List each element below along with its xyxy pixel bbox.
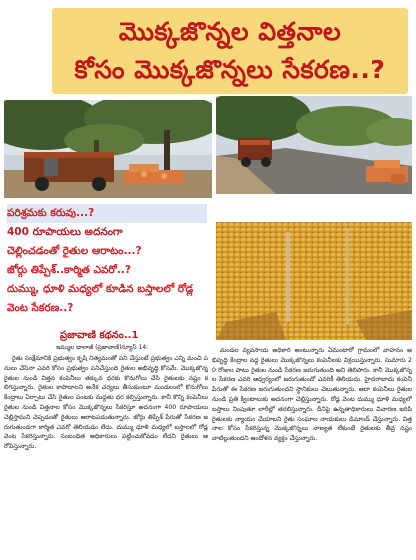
- subheadline-6: వెంట సేకరణ..?: [7, 302, 74, 314]
- headline-banner: [52, 8, 408, 94]
- photo-roadside-collection: [216, 96, 412, 194]
- subheadline-3: చెల్లించడంతో రైతుల ఆరాటం...?: [7, 245, 142, 257]
- subheadline-1: పరిశ్రమకు కరువు...?: [7, 204, 207, 223]
- article-body-right: [212, 346, 412, 556]
- subheadline-2: 400 రూపాయలు అదనంగా: [7, 226, 123, 238]
- article-body-left: [4, 354, 208, 557]
- subheadline-box: [4, 202, 210, 326]
- article-body-left-text: రైతు సంక్షేమానికి ప్రభుత్వం కృషి నిత్యమంతో పని చేస్తుంటే ప్రభుత్వం ఎన్ని మంచి పనులు చేసినా ఎవరి కోసం ప్రభుత్వం పనిచేస్తుంది రైతుల అభివృద్ధి కోసమే. మొక్కజొన్న రైతుల నుండి విత్తన కంపెనీలు తక్కువ ధరకు కొనుగోలు చేసి రైతులకు నష్టం కలిగిస్తున్నారు. రైతుల కాపాడాలని అనేక చర్యలు తీసుకుంటూ మండలంలో కొనుగోలు కేంద్రాలు ఏర్పాటు చేసి రైతుల పంటకు మద్దతు ధర కల్పిస్తున్నారు. కానీ కొన్ని కంపెనీలు రైతుల నుండి విత్తనాల కోసం మొక్కజొన్నలు సేకరిస్తూ అదనంగా 400 రూపాయలు చెల్లిస్తామని చెప్పడంతో రైతులు ఆరాటపడుతున్నారు. జోర్గు తిప్పేశ్ పేరుతో సేకరణ జరుగుతుండగా కార్మిత ఎవరో తెలియడం లేదు. దుమ్ము ధూళి మధ్యలో బస్తాలలో రోడ్ల వెంట సేకరిస్తున్నారు. సంబంధిత అధికారులు పట్టించుకోవడం లేదని రైతులు ఆరోపిస్తున్నారు.: [4, 355, 208, 451]
- headline-line-2: కోసం మొక్కజొన్నలు సేకరణ..?: [74, 55, 386, 84]
- dateline: ఇమ్ముల బాలాజీ (ప్రజావాణి)న్యూస్ 14:: [56, 344, 149, 351]
- photo-maize-kernels: [216, 222, 412, 340]
- article-body-right-text: మండల వ్యవసాయ అధికారి అంటున్నారు ఏమంటారో గ్రామంలో వాహనం అభివృద్ధి కేంద్రాల వద్ద రైతులు మొక్కజొన్నలు కంపెనీలకు విక్రయిస్తున్నారు. సుమారు 20 రోజుల పాటు రైతుల నుండి సేకరణ జరుగుతుంది అని తెలిపారు. కానీ మొక్కజొన్నల సేకరణ ఎవరి ఆధ్వర్యంలో జరుగుతుందో ఎవరికీ తెలియదు. హైదరాబాదు కంపెనీ పేరుతో ఈ సేకరణ జరుగుతుందని స్థానికులు చెబుతున్నారు. ఆదా కంపెనీలు రైతుల నుండి ప్రతి క్వింటాలుకు అదనంగా చెల్లిస్తున్నారు. రోడ్ల వెంట దుమ్ము ధూళి మధ్యలో బస్తాలు నింపుతూ లారీల్లో తరలిస్తున్నారు. దీనిపై ఉన్నతాధికారులు విచారణ జరిపి రైతులకు న్యాయం చేయాలని రైతు సంఘాల నాయకులు డిమాండ్ చేస్తున్నారు. విత్తనాల కోసం సేకరిస్తున్న మొక్కజొన్నలు నాణ్యత లేకుంటే రైతులకు తీవ్ర నష్టం వాటిల్లుతుందని ఆందోళన వ్యక్తం చేస్తున్నారు.: [212, 347, 412, 443]
- photo-tractor-trolley: [4, 100, 212, 198]
- subheadline-4: జోర్గు తిప్పేశ్..కార్మిత ఎవరో..?: [7, 264, 131, 276]
- story-label: ప్రజావాణి కథనం..1: [60, 330, 139, 341]
- headline-line-1: మొక్కజొన్నల విత్తనాల: [118, 17, 342, 46]
- subheadline-5: దుమ్ము, ధూళి మధ్యలో కూడిన బస్తాలలో రోడ్ల: [7, 283, 194, 295]
